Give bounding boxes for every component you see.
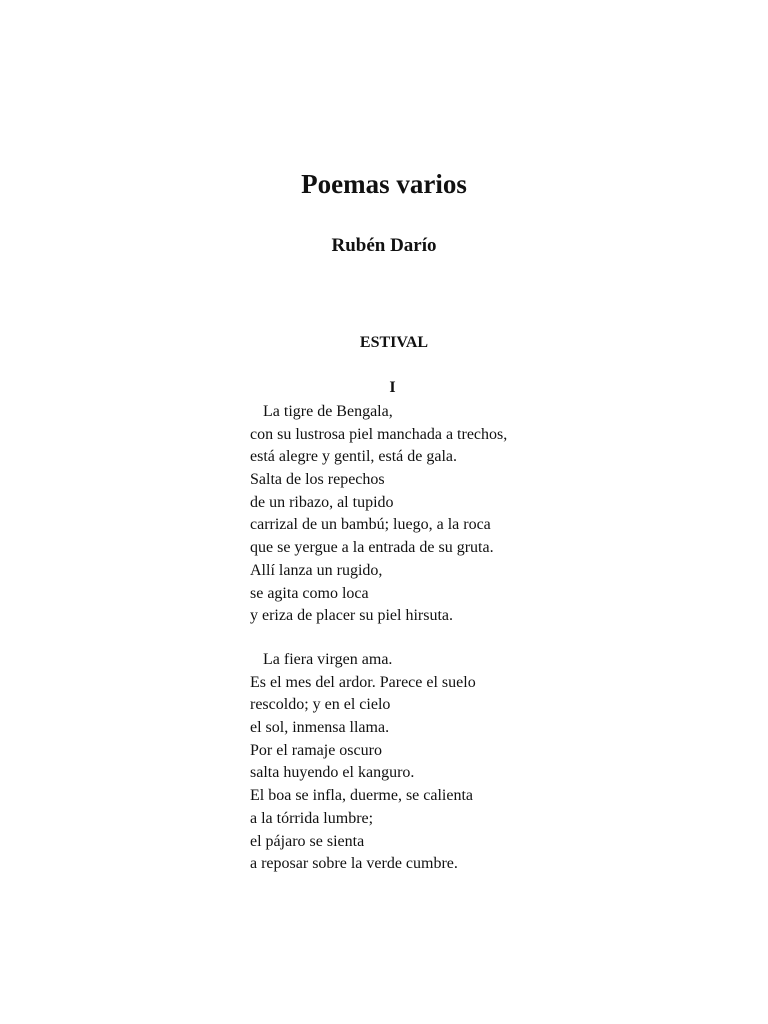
poem-title: ESTIVAL — [359, 334, 429, 351]
verse-line: se agita como loca — [250, 584, 369, 602]
verse-line: de un ribazo, al tupido — [250, 493, 394, 511]
verse-line: y eriza de placer su piel hirsuta. — [250, 607, 454, 625]
author-name: Rubén Darío — [331, 235, 437, 256]
verse-line: Por el ramaje oscuro — [250, 741, 382, 759]
stanza-2 — [250, 649, 476, 876]
verse-line: está alegre y gentil, está de gala. — [250, 448, 458, 466]
verse-line: El boa se infla, duerme, se calienta — [250, 787, 474, 805]
verse-line: salta huyendo el kanguro. — [250, 764, 415, 782]
verse-line: Es el mes del ardor. Parece el suelo — [250, 673, 476, 691]
stanza-1 — [250, 401, 507, 628]
verse-line: carrizal de un bambú; luego, a la roca — [250, 516, 491, 534]
verse-line: Salta de los repechos — [250, 471, 385, 489]
verse-line: con su lustrosa piel manchada a trechos, — [250, 425, 508, 443]
verse-line: a la tórrida lumbre; — [250, 809, 374, 827]
verse-line: Allí lanza un rugido, — [250, 561, 383, 579]
verse-line: rescoldo; y en el cielo — [250, 696, 391, 714]
section-number: I — [389, 379, 396, 396]
document-title: Poemas varios — [301, 169, 467, 199]
verse-line: La fiera virgen ama. — [263, 651, 393, 668]
verse-line: a reposar sobre la verde cumbre. — [250, 855, 458, 873]
verse-line: el sol, inmensa llama. — [250, 719, 390, 737]
verse-line: el pájaro se sienta — [250, 832, 365, 850]
verse-line: que se yergue a la entrada de su gruta. — [250, 539, 494, 557]
verse-line: La tigre de Bengala, — [263, 403, 393, 420]
